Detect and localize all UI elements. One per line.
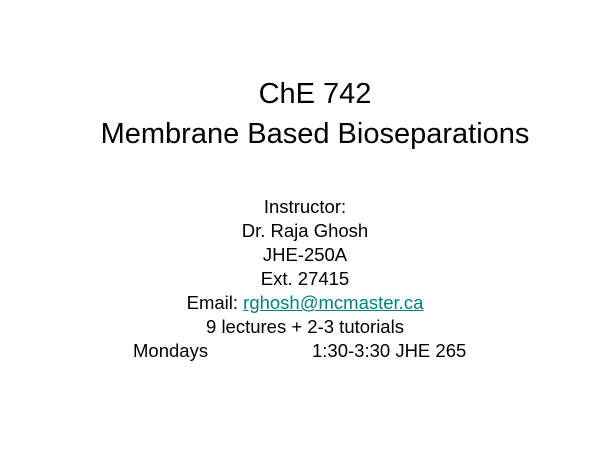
instructor-name: Dr. Raja Ghosh — [241, 220, 369, 241]
email-label: Email: — [186, 292, 244, 313]
phone-extension: Ext. 27415 — [260, 268, 350, 289]
course-name-title: Membrane Based Bioseparations — [100, 118, 530, 150]
office-location: JHE-250A — [262, 244, 348, 265]
email-line — [0, 294, 600, 313]
lectures-info: 9 lectures + 2-3 tutorials — [206, 316, 404, 337]
schedule-day: Mondays — [133, 340, 209, 361]
email-link[interactable]: rghosh@mcmaster.ca — [243, 292, 424, 313]
schedule-time-location: 1:30-3:30 JHE 265 — [312, 340, 467, 361]
instructor-label: Instructor: — [263, 196, 347, 217]
course-code-title: ChE 742 — [258, 78, 372, 110]
